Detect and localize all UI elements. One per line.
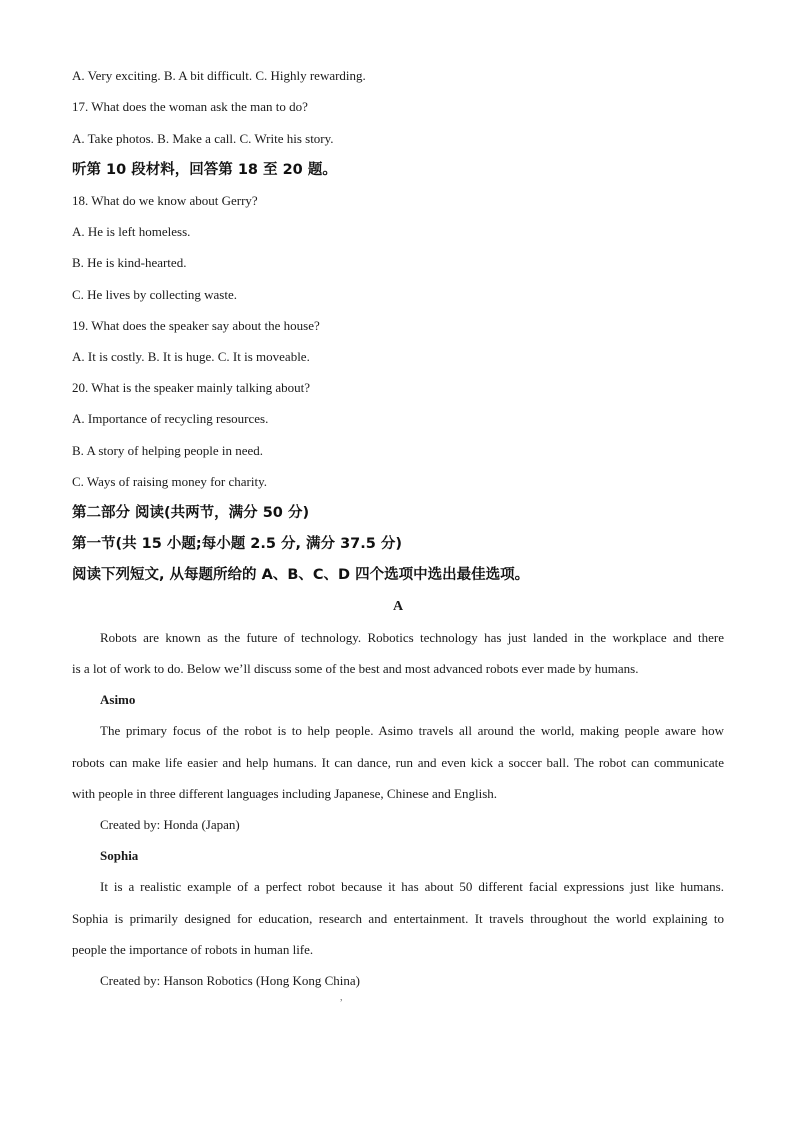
sophia-line-2: Sophia is primarily designed for education, research and entertainment. It travels throughout the world explaining to — [72, 911, 724, 926]
sophia-line-1: It is a realistic example of a perfect robot because it has about 50 different facial expressions just like humans. — [100, 879, 724, 894]
q18-option-a: A. He is left homeless. — [72, 224, 191, 239]
part-two-heading: 第二部分 阅读(共两节，满分 50 分) — [72, 505, 310, 521]
q17-question: 17. What does the woman ask the man to do? — [72, 99, 308, 114]
intro-line-1: Robots are known as the future of technology. Robotics technology has just landed in the workplace and there — [100, 630, 724, 645]
q18-option-c: C. He lives by collecting waste. — [72, 287, 237, 302]
q17-options: A. Take photos. B. Make a call. C. Write his story. — [72, 131, 334, 146]
asimo-line-3: with people in three different languages including Japanese, Chinese and English. — [72, 786, 498, 801]
section-10-heading: 听第 10 段材料，回答第 18 至 20 题。 — [72, 162, 337, 178]
sophia-line-3: people the importance of robots in human life. — [72, 942, 314, 957]
passage-label: A — [392, 599, 404, 614]
asimo-created-by: Created by: Honda (Japan) — [100, 817, 240, 832]
asimo-title: Asimo — [100, 692, 136, 707]
sophia-created-by: Created by: Hanson Robotics (Hong Kong China) — [100, 973, 360, 988]
q20-option-c: C. Ways of raising money for charity. — [72, 474, 267, 489]
q19-question: 19. What does the speaker say about the house? — [72, 318, 320, 333]
reading-instruction: 阅读下列短文, 从每题所给的 A、B、C、D 四个选项中选出最佳选项。 — [72, 567, 530, 583]
part-two-section-one-heading: 第一节(共 15 小题;每小题 2.5 分, 满分 37.5 分) — [72, 536, 403, 552]
asimo-line-2: robots can make life easier and help humans. It can dance, run and even kick a soccer ball. The robot can communicate — [72, 755, 724, 770]
q18-option-b: B. He is kind-hearted. — [72, 255, 187, 270]
q19-options: A. It is costly. B. It is huge. C. It is moveable. — [72, 349, 310, 364]
q20-question: 20. What is the speaker mainly talking about? — [72, 380, 311, 395]
asimo-line-1: The primary focus of the robot is to help people. Asimo travels all around the world, making people aware how — [100, 723, 724, 738]
q18-question: 18. What do we know about Gerry? — [72, 193, 258, 208]
footer-mark: , — [340, 992, 343, 1003]
q20-option-b: B. A story of helping people in need. — [72, 443, 264, 458]
q20-option-a: A. Importance of recycling resources. — [72, 411, 269, 426]
intro-line-2: is a lot of work to do. Below we’ll discuss some of the best and most advanced robots ever made by humans. — [72, 661, 639, 676]
sophia-title: Sophia — [100, 848, 139, 863]
q16-options: A. Very exciting. B. A bit difficult. C. Highly rewarding. — [72, 68, 366, 83]
